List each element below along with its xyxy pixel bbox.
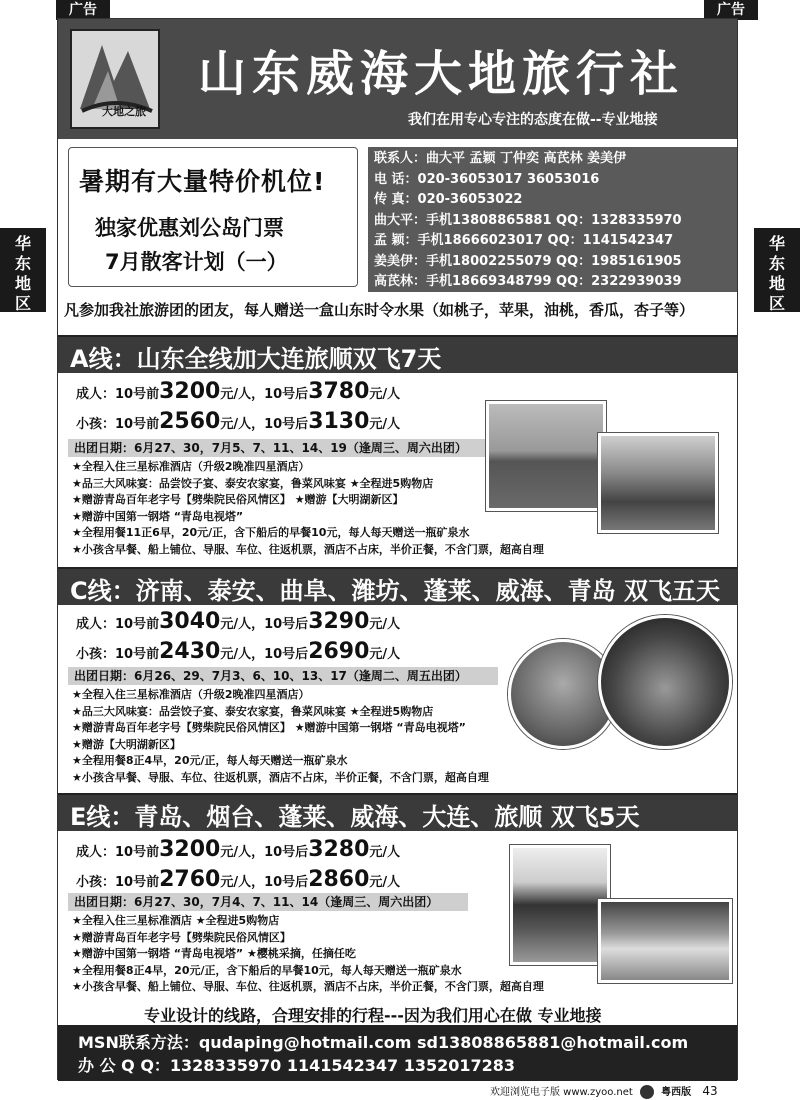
- route-e-child-price: [76, 867, 400, 892]
- contact-line: 电 话：020-36053017 36053016: [374, 171, 600, 187]
- price-label: 小孩：: [76, 647, 116, 662]
- price-label: 小孩：: [76, 417, 116, 432]
- route-a-title: A线：山东全线加大连旅顺双飞7天: [70, 345, 442, 373]
- header-banner: [58, 19, 737, 139]
- contact-line: 高芪林：手机18669348799 QQ：2322939039: [374, 274, 682, 289]
- price-text: 10号前: [115, 647, 160, 662]
- company-logo: [70, 29, 160, 129]
- route-c-title-bar: [58, 567, 737, 605]
- ad-label-right: 广告: [704, 0, 758, 20]
- route-c-title: C线：济南、泰安、曲阜、潍坊、蓬莱、威海、青岛 双飞五天: [70, 577, 720, 605]
- route-item: ★小孩含早餐、船上铺位、导服、车位、往返机票，酒店不占床，半价正餐，不含门票，超高自理: [72, 542, 544, 556]
- company-name: 山东威海大地旅行社: [198, 46, 685, 102]
- route-item: ★赠游青岛百年老字号【劈柴院民俗风情区】: [72, 930, 291, 944]
- side-tab-char: 区: [14, 294, 31, 313]
- contact-line: 孟 颖：手机18666023017 QQ：1141542347: [374, 233, 674, 248]
- price-value: 3780: [308, 379, 370, 404]
- route-c-child-price: [76, 639, 400, 664]
- price-text: 10号前: [115, 875, 160, 890]
- route-a-adult-price: [76, 379, 400, 404]
- footer-slogan: 专业设计的线路，合理安排的行程---因为我们用心在做 专业地接: [144, 1006, 602, 1025]
- route-item: ★赠游中国第一钢塔 “青岛电视塔” ★樱桃采摘，任摘任吃: [72, 947, 356, 960]
- gift-note: 凡参加我社旅游团的团友，每人赠送一盒山东时令水果（如桃子，苹果，油桃，香瓜，杏子等）: [64, 301, 695, 319]
- header-slogan: 我们在用专心专注的态度在做--专业地接: [408, 112, 658, 128]
- price-label: 成人：: [76, 845, 116, 860]
- footer-edition: 粤西版: [661, 1087, 692, 1098]
- side-tab-left: [0, 228, 46, 312]
- side-tab-right: [754, 228, 800, 312]
- route-item: ★全程入住三星标准酒店（升级2晚准四星酒店）: [72, 688, 310, 701]
- ad-page: [57, 18, 738, 1080]
- price-value: 3290: [308, 609, 370, 634]
- route-item: ★赠游中国第一钢塔 “青岛电视塔”: [72, 509, 244, 523]
- price-value: 3200: [159, 379, 221, 404]
- price-value: 3040: [159, 609, 221, 634]
- office-qq: 办 公 Q Q：1328335970 1141542347 1352017283: [78, 1056, 516, 1075]
- contact-panel: [368, 147, 737, 292]
- page-number: 43: [702, 1084, 718, 1098]
- price-text: 元/人，10号后: [220, 387, 309, 402]
- price-text: 元/人，10号后: [220, 417, 309, 432]
- side-tab-char: 地: [14, 274, 31, 293]
- contact-line: 姜美伊：手机18002255079 QQ：1985161905: [374, 253, 682, 269]
- price-text: 10号前: [115, 387, 160, 402]
- route-e-photo-2: [598, 899, 732, 983]
- route-item: ★品三大风味宴：品尝饺子宴、泰安农家宴，鲁菜风味宴 ★全程进5购物店: [72, 704, 434, 718]
- msn-contact: MSN联系方法：qudaping@hotmail.com sd13808865881@hotmail.com: [78, 1033, 689, 1052]
- route-e-title: E线：青岛、烟台、蓬莱、威海、大连、旅顺 双飞5天: [70, 803, 640, 831]
- route-item: ★赠游青岛百年老字号【劈柴院民俗风情区】 ★赠游中国第一钢塔 “青岛电视塔”: [72, 721, 466, 734]
- route-c-adult-price: [76, 609, 400, 634]
- promo-subline: 独家优惠刘公岛门票: [95, 216, 284, 240]
- price-unit: 元/人: [369, 417, 401, 432]
- side-tab-char: 华: [768, 234, 785, 253]
- side-tab-char: 东: [768, 254, 785, 273]
- price-value: 2430: [159, 639, 221, 664]
- price-text: 元/人，10号后: [220, 875, 309, 890]
- price-unit: 元/人: [369, 647, 401, 662]
- promo-headline: 暑期有大量特价机位!: [79, 167, 326, 196]
- price-unit: 元/人: [369, 845, 401, 860]
- promo-plan: 7月散客计划（一）: [105, 250, 288, 274]
- promo-box: [68, 147, 358, 287]
- route-item: ★全程入住三星标准酒店 ★全程进5购物店: [72, 914, 280, 927]
- price-text: 元/人，10号后: [220, 647, 309, 662]
- route-item: ★小孩含早餐、导服、车位、往返机票，酒店不占床，半价正餐，不含门票，超高自理: [72, 770, 489, 784]
- badge-icon: [640, 1085, 654, 1099]
- price-text: 10号前: [115, 617, 160, 632]
- side-tab-char: 华: [14, 234, 31, 253]
- price-value: 3280: [308, 837, 370, 862]
- price-unit: 元/人: [369, 875, 401, 890]
- route-a-items: [72, 459, 544, 558]
- price-value: 2860: [308, 867, 370, 892]
- route-item: ★赠游青岛百年老字号【劈柴院民俗风情区】 ★赠游【大明湖新区】: [72, 493, 404, 506]
- route-e-title-bar: [58, 793, 737, 831]
- side-tab-char: 地: [768, 274, 785, 293]
- price-label: 小孩：: [76, 875, 116, 890]
- price-value: 2560: [159, 409, 221, 434]
- price-unit: 元/人: [369, 387, 401, 402]
- route-e-items: [72, 913, 544, 996]
- route-c-items: [72, 687, 489, 786]
- price-label: 成人：: [76, 387, 116, 402]
- route-a-title-bar: [58, 335, 737, 373]
- footer-site: 欢迎浏览电子版 www.zyoo.net: [490, 1087, 633, 1098]
- price-value: 3200: [159, 837, 221, 862]
- page-footer: [490, 1083, 718, 1099]
- route-a-dates: 出团日期：6月27、30，7月5、7、11、14、19（逢周三、周六出团）: [68, 439, 488, 457]
- price-label: 成人：: [76, 617, 116, 632]
- price-value: 2690: [308, 639, 370, 664]
- price-unit: 元/人: [369, 617, 401, 632]
- route-item: ★全程入住三星标准酒店（升级2晚准四星酒店）: [72, 460, 310, 473]
- ad-label-left: 广告: [56, 0, 110, 20]
- route-a-photo-1: [486, 401, 606, 511]
- contact-line: 曲大平：手机13808865881 QQ：1328335970: [374, 212, 682, 228]
- route-item: ★小孩含早餐、船上铺位、导服、车位、往返机票，酒店不占床，半价正餐，不含门票，超高自理: [72, 980, 544, 993]
- price-text: 元/人，10号后: [220, 845, 309, 860]
- price-text: 10号前: [115, 417, 160, 432]
- route-c-dates: 出团日期：6月26、29、7月3、6、10、13、17（逢周二、周五出团）: [68, 667, 498, 685]
- contact-line: 联系人：曲大平 孟颖 丁仲奕 高芪林 姜美伊: [374, 151, 627, 166]
- price-value: 3130: [308, 409, 370, 434]
- route-item: ★品三大风味宴：品尝饺子宴、泰安农家宴，鲁菜风味宴 ★全程进5购物店: [72, 476, 434, 490]
- price-text: 元/人，10号后: [220, 617, 309, 632]
- logo-text: 大地之旅: [102, 105, 146, 118]
- side-tab-char: 东: [14, 254, 31, 273]
- route-item: ★全程用餐8正4早，20元/正，每人每天赠送一瓶矿泉水: [72, 754, 348, 767]
- price-text: 10号前: [115, 845, 160, 860]
- route-c-photo-2: [598, 615, 732, 749]
- route-e-dates: 出团日期：6月27、30，7月4、7、11、14（逢周三、周六出团）: [68, 893, 468, 911]
- route-item: ★赠游【大明湖新区】: [72, 737, 181, 751]
- side-tab-char: 区: [768, 294, 785, 313]
- route-a-photo-2: [598, 433, 718, 533]
- route-item: ★全程用餐8正4早，20元/正，含下船后的早餐10元，每人每天赠送一瓶矿泉水: [72, 963, 462, 977]
- contact-bar: [58, 1025, 737, 1081]
- price-value: 2760: [159, 867, 221, 892]
- route-a-child-price: [76, 409, 400, 434]
- route-e-adult-price: [76, 837, 400, 862]
- contact-line: 传 真：020-36053022: [374, 192, 523, 207]
- route-item: ★全程用餐11正6早，20元/正，含下船后的早餐10元，每人每天赠送一瓶矿泉水: [72, 526, 470, 539]
- route-e-photo-1: [510, 845, 610, 965]
